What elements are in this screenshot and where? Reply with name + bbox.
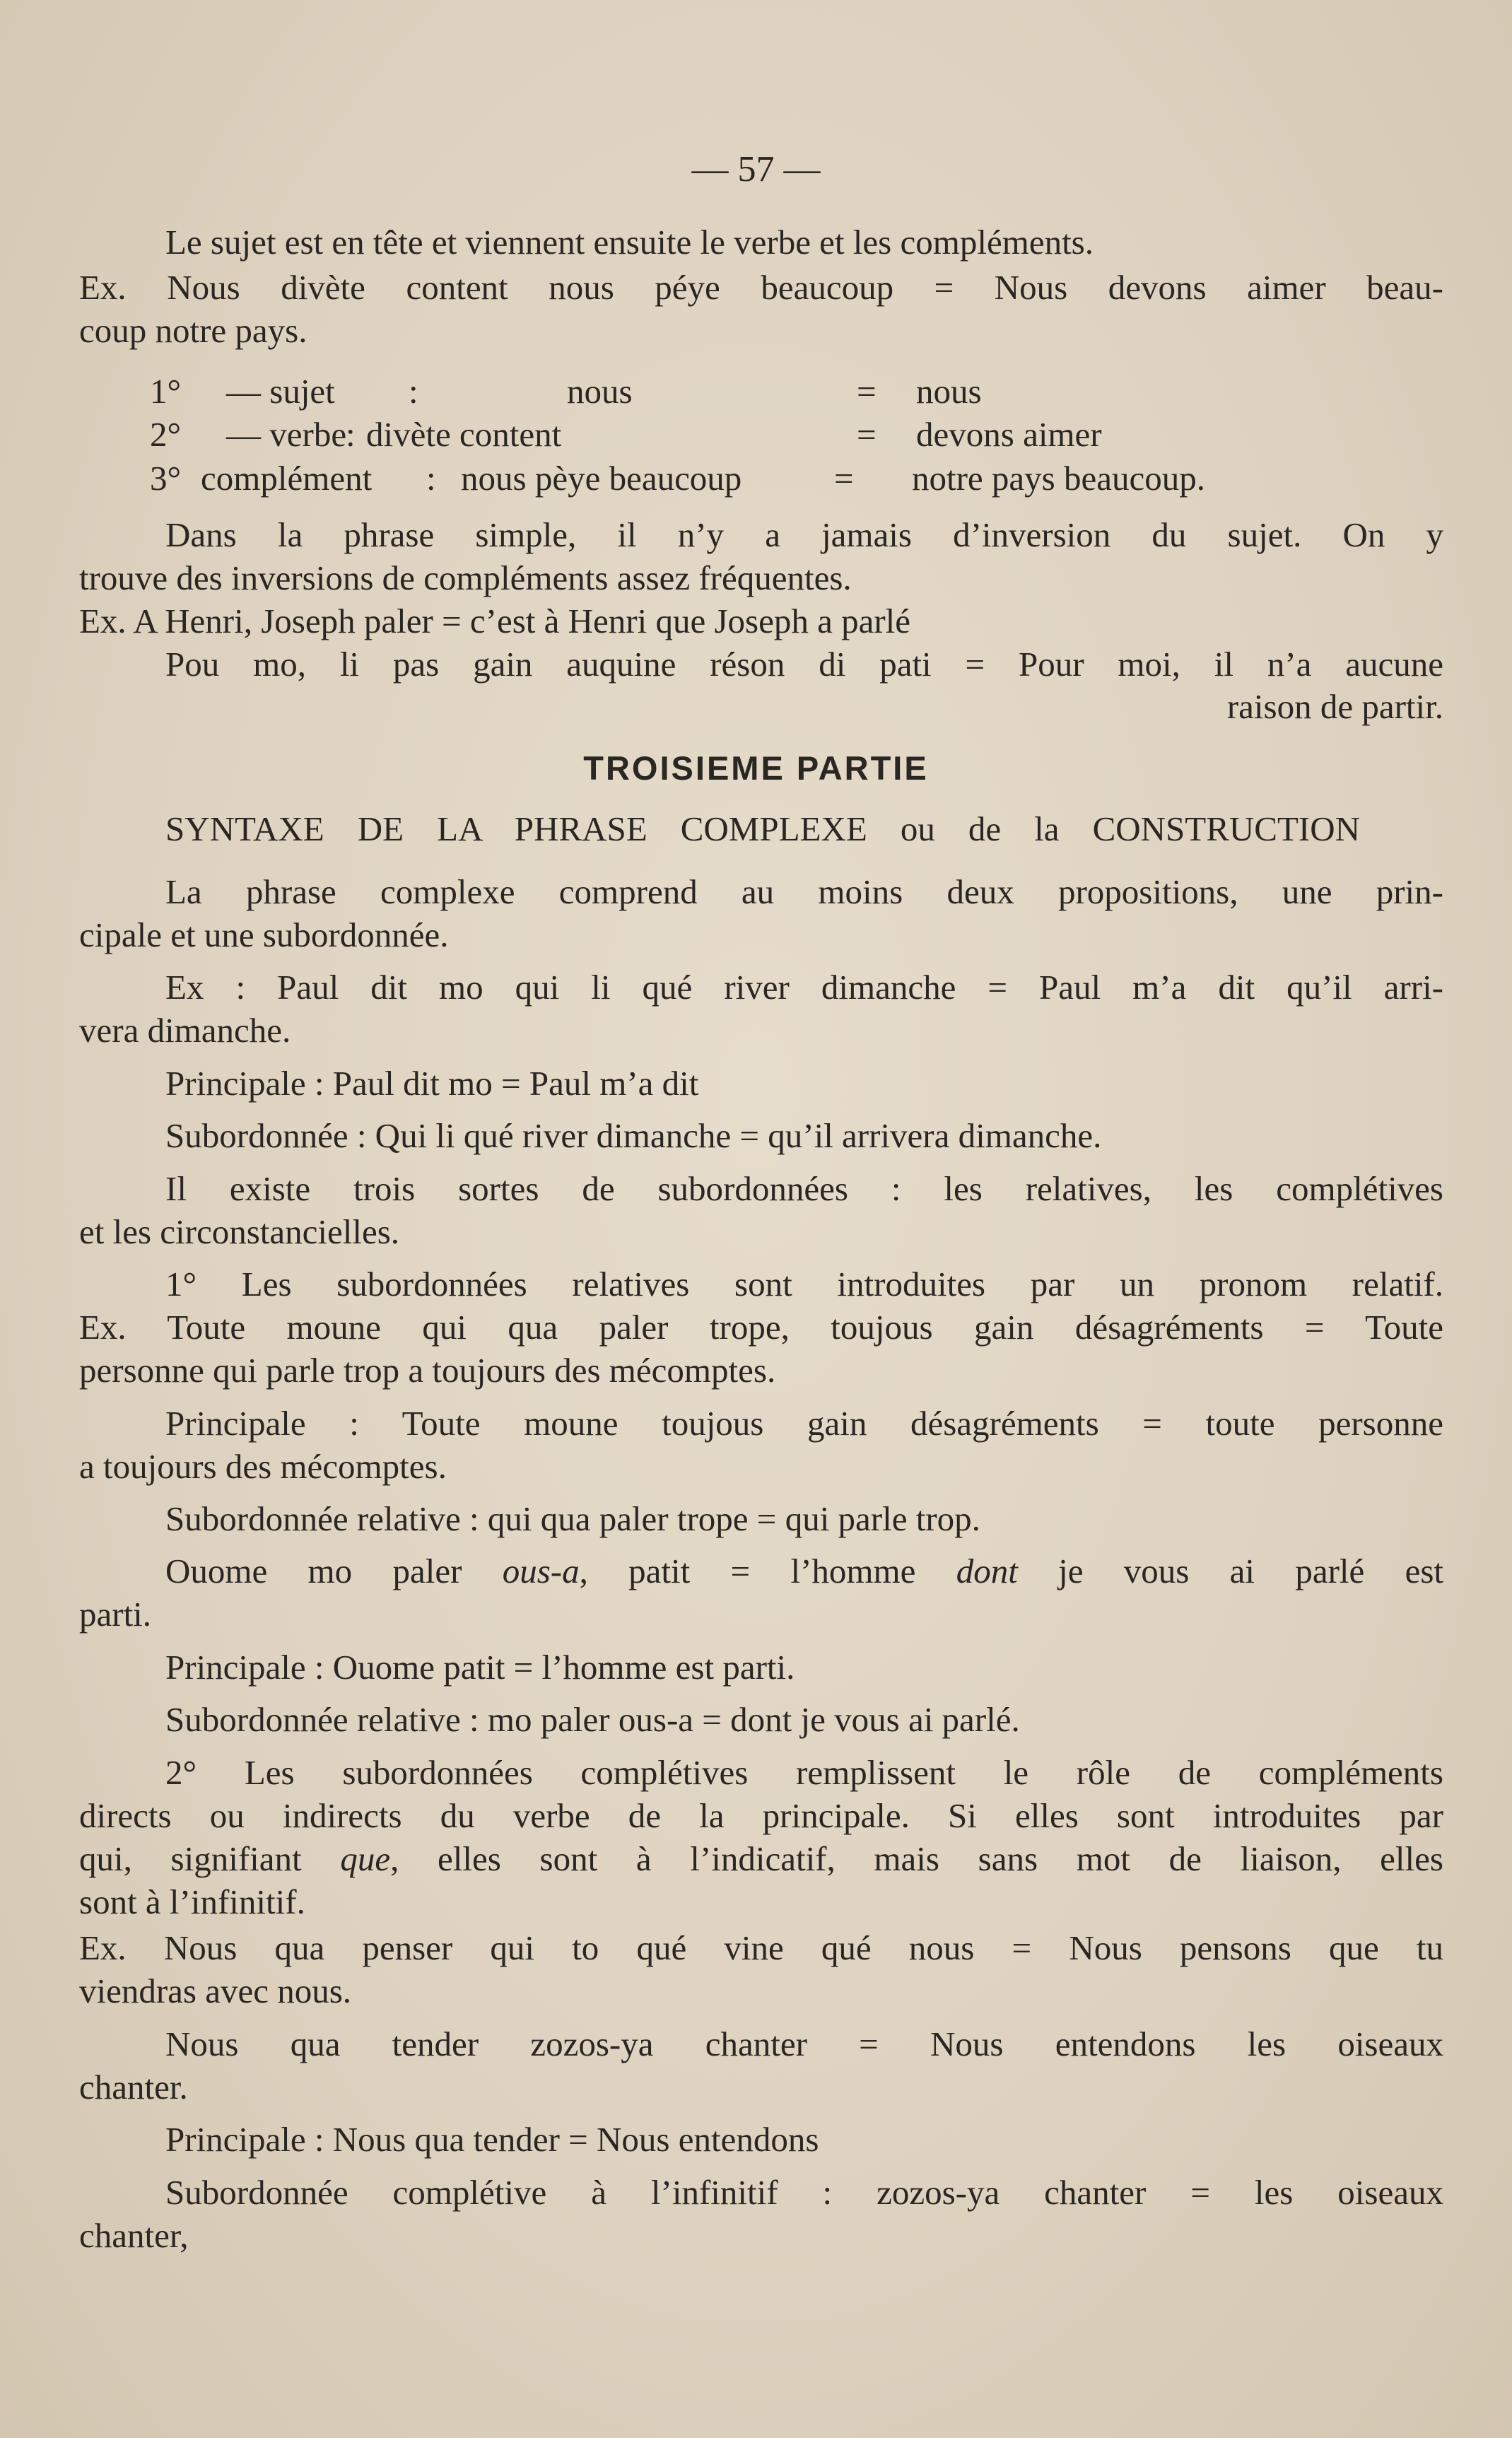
row-equals: =	[834, 459, 854, 498]
text-line: Ex. Nous qua penser qui to qué vine qué nous = Nous pensons que tu	[79, 1928, 1443, 1967]
text-line: Subordonnée relative : mo paler ous-a = dont je vous ai parlé.	[165, 1700, 1020, 1739]
row-french: devons aimer	[916, 415, 1102, 454]
row-creole: nous	[567, 372, 633, 411]
text-fragment: Ouome mo paler	[165, 1552, 503, 1590]
text-line: cipale et une subordonnée.	[79, 915, 449, 954]
row-term: complément	[201, 459, 373, 498]
row-creole: divète content	[366, 415, 562, 454]
row-equals: =	[857, 415, 877, 454]
text-line: La phrase complexe comprend au moins deux propositions, une prin-	[165, 872, 1443, 911]
text-line: chanter.	[79, 2068, 188, 2106]
text-line: viendras avec nous.	[79, 1971, 352, 2010]
text-line: Principale : Ouome patit = l’homme est parti.	[165, 1648, 795, 1687]
text-line-with-italics	[79, 1838, 1443, 1880]
text-fragment: je vous ai parlé est	[1017, 1552, 1443, 1590]
text-line: Il existe trois sortes de subordonnées : les relatives, les complétives	[165, 1169, 1443, 1208]
text-line: Le sujet est en tête et viennent ensuite le verbe et les compléments.	[165, 223, 1094, 262]
text-line: Subordonnée relative : qui qua paler trope = qui parle trop.	[165, 1499, 980, 1538]
row-number: 1°	[150, 372, 182, 411]
text-line: Ex. A Henri, Joseph paler = c’est à Henri que Joseph a parlé	[79, 602, 911, 640]
text-fragment: , patit = l’homme	[579, 1552, 956, 1590]
text-line: personne qui parle trop a toujours des mécomptes.	[79, 1351, 776, 1390]
italic-fragment: ous-a	[502, 1552, 580, 1590]
row-term: — sujet	[226, 372, 335, 411]
text-line: 1° Les subordonnées relatives sont introduites par un pronom relatif.	[165, 1265, 1443, 1303]
text-line: raison de partir.	[1226, 687, 1443, 726]
row-colon: :	[409, 372, 418, 411]
text-line: trouve des inversions de compléments assez fréquentes.	[79, 558, 852, 597]
section-heading: TROISIEME PARTIE	[583, 749, 929, 787]
text-line: Pou mo, li pas gain auquine réson di pati = Pour moi, il n’a aucune	[165, 645, 1443, 684]
text-line: directs ou indirects du verbe de la principale. Si elles sont introduites par	[79, 1796, 1443, 1835]
text-line: a toujours des mécomptes.	[79, 1447, 447, 1486]
text-line: Nous qua tender zozos-ya chanter = Nous entendons les oiseaux	[165, 2024, 1443, 2063]
text-line: Principale : Paul dit mo = Paul m’a dit	[165, 1064, 699, 1103]
text-line: chanter,	[79, 2216, 189, 2255]
text-line: Ex. Nous divète content nous péye beaucoup = Nous devons aimer beau-	[79, 268, 1443, 307]
row-equals: =	[857, 372, 877, 411]
page-number: — 57 —	[691, 149, 821, 189]
text-line: 2° Les subordonnées complétives remplissent le rôle de compléments	[165, 1753, 1443, 1792]
italic-fragment: que	[340, 1839, 391, 1878]
text-line: et les circonstancielles.	[79, 1212, 400, 1251]
text-line: coup notre pays.	[79, 311, 307, 350]
row-colon: :	[426, 459, 436, 498]
row-term: — verbe	[226, 415, 347, 454]
italic-fragment: dont	[956, 1552, 1018, 1590]
row-colon: :	[346, 415, 356, 454]
row-number: 2°	[150, 415, 182, 454]
text-line: vera dimanche.	[79, 1011, 291, 1050]
text-fragment: , elles sont à l’indicatif, mais sans mot de liaison, elles	[390, 1839, 1443, 1878]
row-french: notre pays beaucoup.	[912, 459, 1205, 498]
text-line: Ex : Paul dit mo qui li qué river dimanche = Paul m’a dit qu’il arri-	[165, 968, 1443, 1007]
text-fragment: qui, signifiant	[79, 1839, 341, 1878]
text-line: sont à l’infinitif.	[79, 1882, 305, 1921]
text-line: Dans la phrase simple, il n’y a jamais d’inversion du sujet. On y	[165, 515, 1443, 554]
text-line: Principale : Nous qua tender = Nous entendons	[165, 2120, 819, 2159]
text-line: Ex. Toute moune qui qua paler trope, toujous gain désagréments = Toute	[79, 1308, 1443, 1347]
text-line: parti.	[79, 1595, 152, 1634]
text-line: Subordonnée complétive à l’infinitif : zozos-ya chanter = les oiseaux	[165, 2173, 1443, 2212]
text-line: Principale : Toute moune toujous gain désagréments = toute personne	[165, 1404, 1443, 1443]
row-creole: nous pèye beaucoup	[461, 459, 742, 498]
row-number: 3°	[150, 459, 182, 498]
text-line-with-italics	[165, 1550, 1443, 1593]
row-french: nous	[916, 372, 982, 411]
text-line: Subordonnée : Qui li qué river dimanche = qu’il arrivera dimanche.	[165, 1116, 1102, 1155]
section-subheading: SYNTAXE DE LA PHRASE COMPLEXE ou de la CONSTRUCTION	[165, 809, 1360, 848]
